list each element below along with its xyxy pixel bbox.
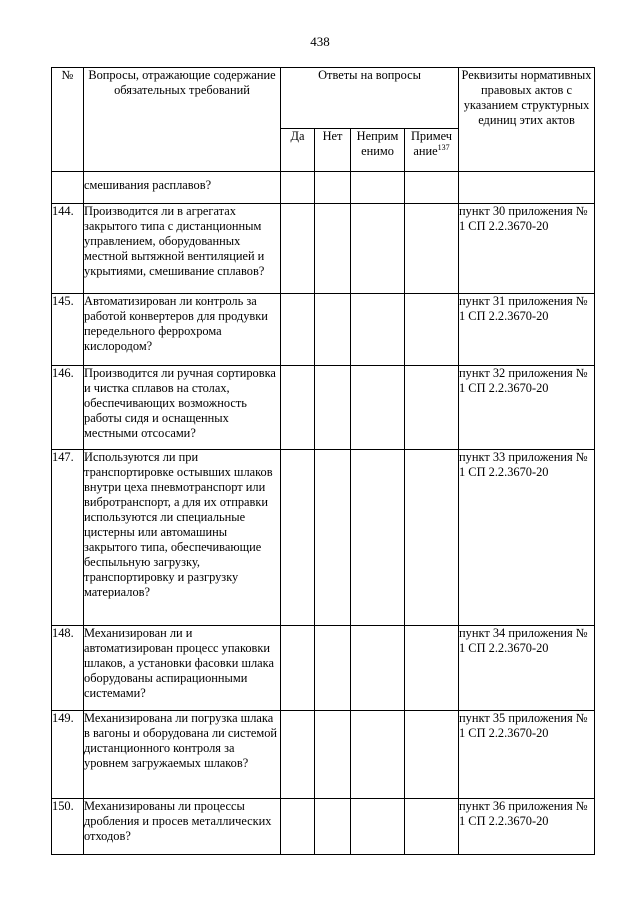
answer-yes-cell[interactable] bbox=[281, 294, 315, 366]
header-number: № bbox=[52, 68, 84, 172]
row-number bbox=[52, 172, 84, 204]
answer-note-cell[interactable] bbox=[405, 711, 459, 799]
table-row bbox=[52, 172, 595, 204]
row-reference: пункт 31 приложения № 1 СП 2.2.3670-20 bbox=[459, 294, 595, 366]
header-requisites: Реквизиты нормативных правовых актов с указанием структурных единиц этих актов bbox=[459, 68, 595, 172]
row-number: 145. bbox=[52, 294, 84, 366]
answer-yes-cell[interactable] bbox=[281, 366, 315, 450]
answer-no-cell[interactable] bbox=[315, 626, 351, 711]
answer-note-cell[interactable] bbox=[405, 450, 459, 626]
row-reference: пункт 35 приложения № 1 СП 2.2.3670-20 bbox=[459, 711, 595, 799]
header-answer-note bbox=[405, 129, 459, 172]
answer-no-cell[interactable] bbox=[315, 204, 351, 294]
answer-note-cell[interactable] bbox=[405, 294, 459, 366]
answer-not-applicable-cell[interactable] bbox=[351, 294, 405, 366]
header-answer-yes: Да bbox=[281, 129, 315, 172]
row-reference: пункт 36 приложения № 1 СП 2.2.3670-20 bbox=[459, 799, 595, 855]
table-row bbox=[52, 626, 595, 711]
table-row bbox=[52, 294, 595, 366]
row-number: 150. bbox=[52, 799, 84, 855]
header-answer-note-label: Примеч ание bbox=[410, 129, 453, 158]
row-question: Механизирована ли погрузка шлака в вагоны и оборудована ли системой дистанционного контроля за уровнем загружаемых шлаков? bbox=[84, 711, 281, 799]
row-reference bbox=[459, 172, 595, 204]
answer-note-cell[interactable] bbox=[405, 172, 459, 204]
answer-no-cell[interactable] bbox=[315, 711, 351, 799]
answer-yes-cell[interactable] bbox=[281, 626, 315, 711]
answer-not-applicable-cell[interactable] bbox=[351, 204, 405, 294]
page-number: 438 bbox=[310, 34, 330, 49]
answer-note-cell[interactable] bbox=[405, 799, 459, 855]
row-question: Производится ли ручная сортировка и чистка сплавов на столах, обеспечивающих возможность работы сидя и оснащенных местными отсосами? bbox=[84, 366, 281, 450]
header-row bbox=[52, 68, 595, 129]
row-question: смешивания расплавов? bbox=[84, 172, 281, 204]
row-question: Используются ли при транспортировке остывших шлаков внутри цеха пневмотранспорт или вибротранспорт, а для их отправки используются ли специальные цистерны или автомашины закрытого типа, обеспечивающие беспыльную загрузку, транспортировку и разгрузку материалов? bbox=[84, 450, 281, 626]
table-row bbox=[52, 450, 595, 626]
header-answer-no: Нет bbox=[315, 129, 351, 172]
row-question: Механизированы ли процессы дробления и просев металлических отходов? bbox=[84, 799, 281, 855]
answer-no-cell[interactable] bbox=[315, 450, 351, 626]
row-number: 148. bbox=[52, 626, 84, 711]
answer-not-applicable-cell[interactable] bbox=[351, 172, 405, 204]
answer-yes-cell[interactable] bbox=[281, 172, 315, 204]
row-reference: пункт 34 приложения № 1 СП 2.2.3670-20 bbox=[459, 626, 595, 711]
row-number: 146. bbox=[52, 366, 84, 450]
table-row bbox=[52, 711, 595, 799]
row-question: Автоматизирован ли контроль за работой конвертеров для продувки передельного феррохрома кислородом? bbox=[84, 294, 281, 366]
row-reference: пункт 30 приложения № 1 СП 2.2.3670-20 bbox=[459, 204, 595, 294]
row-reference: пункт 33 приложения № 1 СП 2.2.3670-20 bbox=[459, 450, 595, 626]
header-answers-group: Ответы на вопросы bbox=[281, 68, 459, 129]
header-answer-not-applicable: Неприм енимо bbox=[351, 129, 405, 172]
answer-yes-cell[interactable] bbox=[281, 450, 315, 626]
answer-no-cell[interactable] bbox=[315, 294, 351, 366]
table-row bbox=[52, 366, 595, 450]
row-number: 144. bbox=[52, 204, 84, 294]
row-question: Механизирован ли и автоматизирован процесс упаковки шлаков, а установки фасовки шлака оборудованы аспирационными системами? bbox=[84, 626, 281, 711]
answer-note-cell[interactable] bbox=[405, 366, 459, 450]
row-question: Производится ли в агрегатах закрытого типа с дистанционным управлением, оборудованных местной вытяжной вентиляцией и укрытиями, смешивание сплавов? bbox=[84, 204, 281, 294]
answer-yes-cell[interactable] bbox=[281, 799, 315, 855]
answer-yes-cell[interactable] bbox=[281, 711, 315, 799]
table-row bbox=[52, 799, 595, 855]
answer-not-applicable-cell[interactable] bbox=[351, 626, 405, 711]
answer-not-applicable-cell[interactable] bbox=[351, 711, 405, 799]
answer-not-applicable-cell[interactable] bbox=[351, 799, 405, 855]
row-reference: пункт 32 приложения № 1 СП 2.2.3670-20 bbox=[459, 366, 595, 450]
requirements-checklist-table bbox=[51, 67, 595, 855]
answer-not-applicable-cell[interactable] bbox=[351, 450, 405, 626]
answer-note-cell[interactable] bbox=[405, 626, 459, 711]
answer-yes-cell[interactable] bbox=[281, 204, 315, 294]
table-row bbox=[52, 204, 595, 294]
footnote-marker: 137 bbox=[437, 142, 450, 152]
answer-no-cell[interactable] bbox=[315, 172, 351, 204]
answer-no-cell[interactable] bbox=[315, 366, 351, 450]
answer-note-cell[interactable] bbox=[405, 204, 459, 294]
answer-no-cell[interactable] bbox=[315, 799, 351, 855]
row-number: 147. bbox=[52, 450, 84, 626]
row-number: 149. bbox=[52, 711, 84, 799]
header-question: Вопросы, отражающие содержание обязательных требований bbox=[84, 68, 281, 172]
answer-not-applicable-cell[interactable] bbox=[351, 366, 405, 450]
